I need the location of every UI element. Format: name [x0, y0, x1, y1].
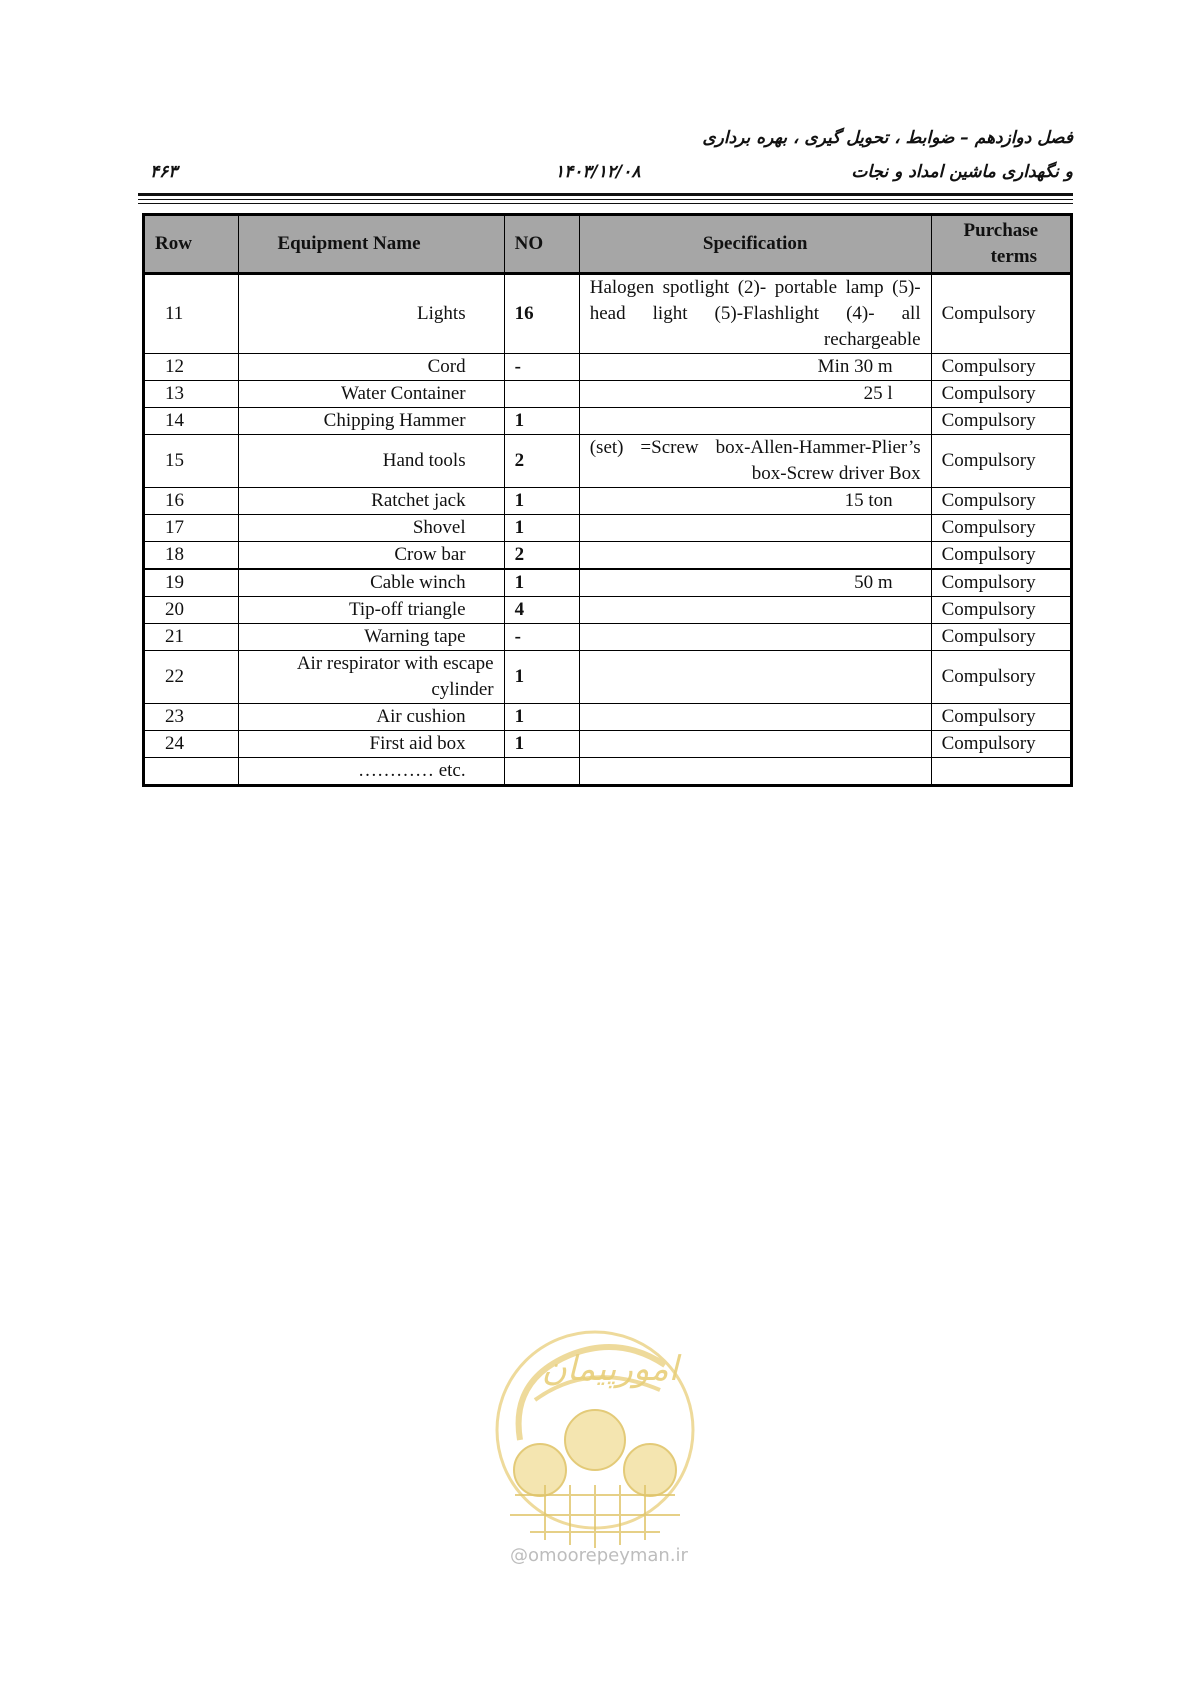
table-row: [144, 651, 1072, 704]
cell-no: [504, 758, 579, 786]
cell-no: 1: [504, 731, 579, 758]
table-row: [144, 704, 1072, 731]
cell-spec: 15 ton: [579, 488, 931, 515]
table-header-row: [144, 215, 1072, 274]
cell-terms: Compulsory: [931, 354, 1071, 381]
cell-spec: 50 m: [579, 569, 931, 597]
table-row: [144, 731, 1072, 758]
cell-name: First aid box: [239, 731, 504, 758]
header-rule-thin-2: [138, 203, 1073, 204]
table-row: [144, 435, 1072, 488]
table-row: [144, 381, 1072, 408]
cell-no: 2: [504, 435, 579, 488]
cell-spec: Min 30 m: [579, 354, 931, 381]
cell-name: Water Container: [239, 381, 504, 408]
cell-row: 24: [144, 731, 239, 758]
header-no: NO: [504, 215, 579, 274]
cell-no: -: [504, 354, 579, 381]
table-row: [144, 542, 1072, 570]
chapter-title: فصل دوازدهم – ضوابط ، تحویل گیری ، بهره برداری: [702, 128, 1073, 148]
cell-terms: Compulsory: [931, 597, 1071, 624]
cell-name: Air cushion: [239, 704, 504, 731]
cell-terms: Compulsory: [931, 542, 1071, 570]
cell-name: Air respirator with escape cylinder: [239, 651, 504, 704]
cell-name: Cord: [239, 354, 504, 381]
header-purchase-terms-line2: terms: [990, 246, 1038, 267]
cell-no: 16: [504, 274, 579, 354]
cell-no: 4: [504, 597, 579, 624]
cell-no: 1: [504, 488, 579, 515]
cell-terms: Compulsory: [931, 381, 1071, 408]
cell-name: Hand tools: [239, 435, 504, 488]
cell-row: 23: [144, 704, 239, 731]
cell-spec: [579, 704, 931, 731]
cell-terms: Compulsory: [931, 731, 1071, 758]
cell-row: 21: [144, 624, 239, 651]
header-rule-thick: [138, 193, 1073, 196]
cell-terms: Compulsory: [931, 274, 1071, 354]
cell-no: -: [504, 624, 579, 651]
cell-spec: [579, 758, 931, 786]
table-row: [144, 597, 1072, 624]
table-row: [144, 408, 1072, 435]
cell-row: 11: [144, 274, 239, 354]
cell-row: 14: [144, 408, 239, 435]
equipment-table: [142, 213, 1073, 787]
cell-name: Chipping Hammer: [239, 408, 504, 435]
cell-terms: Compulsory: [931, 569, 1071, 597]
cell-name: Shovel: [239, 515, 504, 542]
table-row: [144, 488, 1072, 515]
header-purchase-terms: [931, 215, 1071, 274]
cell-terms: Compulsory: [931, 408, 1071, 435]
cell-spec: (set) =Screw box-Allen-Hammer-Plier’s box-Screw driver Box: [579, 435, 931, 488]
cell-row: 19: [144, 569, 239, 597]
watermark-logo-text: امورپیمان: [541, 1349, 679, 1389]
watermark-logo: [490, 1320, 700, 1560]
table-row: [144, 354, 1072, 381]
cell-terms: Compulsory: [931, 515, 1071, 542]
cell-name: ………… etc.: [239, 758, 504, 786]
cell-no: 1: [504, 408, 579, 435]
cell-terms: Compulsory: [931, 488, 1071, 515]
cell-name: Lights: [239, 274, 504, 354]
cell-row: 15: [144, 435, 239, 488]
table-row: [144, 274, 1072, 354]
header-purchase-terms-line1: Purchase: [963, 220, 1039, 241]
cell-no: 1: [504, 651, 579, 704]
cell-terms: [931, 758, 1071, 786]
header-specification: Specification: [579, 215, 931, 274]
cell-spec: [579, 624, 931, 651]
cell-row: 13: [144, 381, 239, 408]
cell-no: 1: [504, 569, 579, 597]
cell-spec: [579, 542, 931, 570]
cell-no: 1: [504, 515, 579, 542]
cell-spec: Halogen spotlight (2)- portable lamp (5)- head light (5)-Flashlight (4)- all rechargeable: [579, 274, 931, 354]
header-rule-thin: [138, 199, 1073, 200]
table-row: [144, 758, 1072, 786]
cell-name: Warning tape: [239, 624, 504, 651]
cell-name: Ratchet jack: [239, 488, 504, 515]
cell-terms: Compulsory: [931, 651, 1071, 704]
header-equipment-name: Equipment Name: [239, 215, 504, 274]
cell-terms: Compulsory: [931, 624, 1071, 651]
cell-spec: [579, 597, 931, 624]
cell-row: 17: [144, 515, 239, 542]
cell-no: [504, 381, 579, 408]
cell-row: 12: [144, 354, 239, 381]
cell-spec: [579, 651, 931, 704]
cell-spec: [579, 515, 931, 542]
document-date: ۱۴۰۳/۱۲/۰۸: [555, 162, 641, 182]
cell-no: 2: [504, 542, 579, 570]
cell-name: Tip-off triangle: [239, 597, 504, 624]
page-number: ۴۶۳: [150, 162, 178, 182]
watermark-url: @omoorepeyman.ir: [510, 1545, 688, 1566]
header-row: Row: [144, 215, 239, 274]
table-row: [144, 569, 1072, 597]
chapter-subtitle: و نگهداری ماشین امداد و نجات: [851, 162, 1073, 182]
cell-terms: Compulsory: [931, 704, 1071, 731]
cell-row: 16: [144, 488, 239, 515]
cell-spec: [579, 731, 931, 758]
table-row: [144, 624, 1072, 651]
cell-spec: 25 l: [579, 381, 931, 408]
cell-name: Cable winch: [239, 569, 504, 597]
cell-name: Crow bar: [239, 542, 504, 570]
cell-row: 20: [144, 597, 239, 624]
cell-row: 22: [144, 651, 239, 704]
cell-terms: Compulsory: [931, 435, 1071, 488]
cell-spec: [579, 408, 931, 435]
table-row: [144, 515, 1072, 542]
cell-row: [144, 758, 239, 786]
cell-row: 18: [144, 542, 239, 570]
cell-no: 1: [504, 704, 579, 731]
